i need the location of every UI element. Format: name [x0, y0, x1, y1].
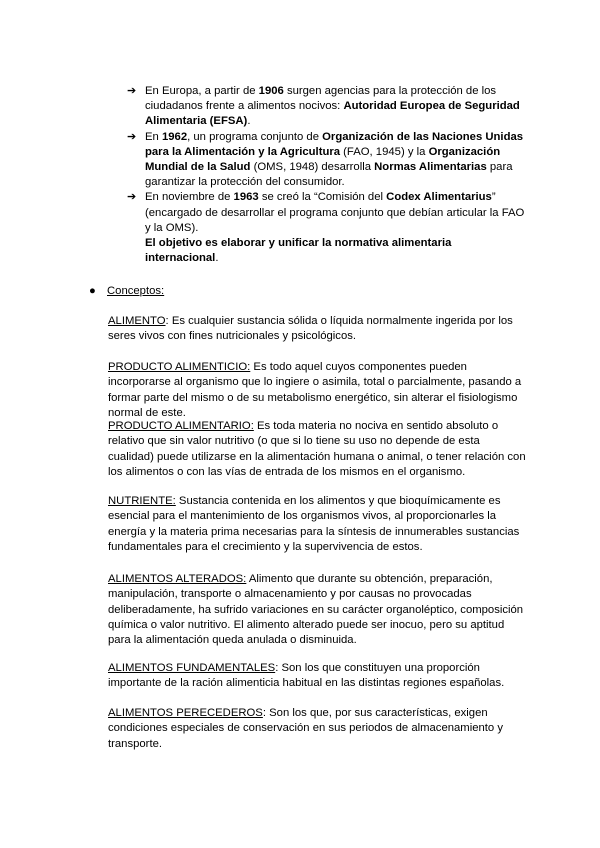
text-segment: (FAO, 1945) y la — [340, 145, 429, 158]
arrow-right-icon: ➔ — [127, 85, 137, 97]
concept-term: ALIMENTOS PERECEDEROS — [108, 707, 263, 719]
concept-definition: Son los que, por sus características, exigen condiciones especiales de conservación en sus periodos de almacenamiento y transporte. — [108, 707, 503, 750]
bold-year: 1906 — [258, 85, 284, 97]
section-label: Conceptos: — [107, 285, 165, 297]
text-segment: En noviembre de — [145, 191, 234, 204]
bold-codex: Codex Alimentarius — [386, 191, 492, 204]
concept-producto-alimentario — [108, 419, 528, 480]
arrow-right-icon: ➔ — [127, 130, 137, 143]
text-segment: para garantizar la protección del consumidor. — [145, 161, 513, 189]
text-segment: ” (encargado de desarrollar el programa conjunto que debían articular la FAO y la OMS). — [145, 191, 525, 234]
history-item-1963 — [127, 190, 527, 266]
concept-alimento — [108, 314, 528, 345]
history-list — [127, 84, 527, 266]
bold-org-oms: Organización Mundial de la Salud — [145, 145, 501, 174]
concept-term: NUTRIENTE: — [108, 495, 176, 507]
section-heading — [89, 285, 164, 297]
bullet-icon: ● — [89, 285, 96, 297]
concept-term: PRODUCTO ALIMENTICIO: — [108, 361, 251, 373]
concept-nutriente — [108, 494, 528, 555]
concept-definition: Sustancia contenida en los alimentos y que bioquímicamente es esencial para el mantenimiento de los organismos vivos, al proporcionarles la energía y la materia prima necesarias para la síntesis de innumerables sustancias fundamentales para el crecimiento y la supervivencia de estos. — [108, 495, 520, 553]
concept-term: ALIMENTO — [108, 315, 166, 327]
concept-separator: : — [165, 315, 169, 327]
concept-separator: : — [262, 707, 266, 719]
text-segment: (OMS, 1948) desarrolla — [250, 161, 375, 174]
text-segment: , un programa conjunto de — [187, 130, 323, 143]
concept-alimentos-fundamentales — [108, 661, 528, 692]
concept-term: PRODUCTO ALIMENTARIO: — [108, 420, 254, 432]
concept-alimentos-perecederos — [108, 706, 528, 752]
concept-definition: Es cualquier sustancia sólida o líquida normalmente ingerida por los seres vivos con fines nutricionales y psicológicos. — [108, 315, 513, 343]
concept-producto-alimenticio — [108, 360, 528, 421]
concept-definition: Es toda materia no nociva en sentido absoluto o relativo que sin valor nutritivo (o que si lo tiene su uso no depende de esta cualidad) puede utilizarse en la alimentación humana o animal, o tener relación con los alimentos o con las vías de entrada de los mismos en el organismo. — [108, 420, 526, 478]
concept-term: ALIMENTOS FUNDAMENTALES — [108, 662, 276, 674]
bold-agency: Autoridad Europea de Seguridad Alimentaria (EFSA) — [145, 100, 520, 128]
text-segment: . — [247, 115, 251, 128]
text-segment: surgen agencias para la protección de los ciudadanos frente a alimentos nocivos: — [145, 85, 497, 113]
text-segment: En — [145, 130, 162, 143]
arrow-right-icon: ➔ — [127, 191, 137, 204]
bold-year: 1962 — [161, 130, 188, 143]
concept-definition: Es todo aquel cuyos componentes pueden incorporarse al organismo que lo ingiere o asimila, total o parcialmente, pasando a formar parte del mismo o de su metabolismo energético, sin alterar el fisiologismo normal de este. — [108, 361, 522, 419]
history-item-1906 — [127, 84, 527, 130]
text-segment: se creó la “Comisión del — [258, 191, 387, 204]
concept-term: ALIMENTOS ALTERADOS: — [108, 573, 247, 585]
concept-definition: Alimento que durante su obtención, preparación, manipulación, transporte o almacenamiento y por causas no provocadas deliberadamente, ha sufrido variaciones en su carácter organoléptico, composición química o valor nutritivo. El alimento alterado puede ser inocuo, pero su aptitud para la alimentación queda anulada o disminuida. — [108, 573, 524, 647]
bold-year: 1963 — [233, 191, 259, 204]
history-item-1962 — [127, 130, 527, 191]
bold-org-fao: Organización de las Naciones Unidas para la Alimentación y la Agricultura — [145, 130, 524, 158]
concept-alimentos-alterados — [108, 572, 528, 648]
concept-separator: : — [275, 662, 279, 674]
objective-line: El objetivo es elaborar y unificar la normativa alimentaria internacional. — [145, 237, 452, 265]
bold-normas: Normas Alimentarias — [374, 161, 487, 174]
bold-objective: El objetivo es elaborar y unificar la normativa alimentaria internacional — [145, 237, 452, 265]
concept-definition: Son los que constituyen una proporción importante de la ración alimenticia habitual en las distintas regiones españolas. — [108, 662, 505, 690]
text-segment: En Europa, a partir de — [145, 85, 259, 97]
